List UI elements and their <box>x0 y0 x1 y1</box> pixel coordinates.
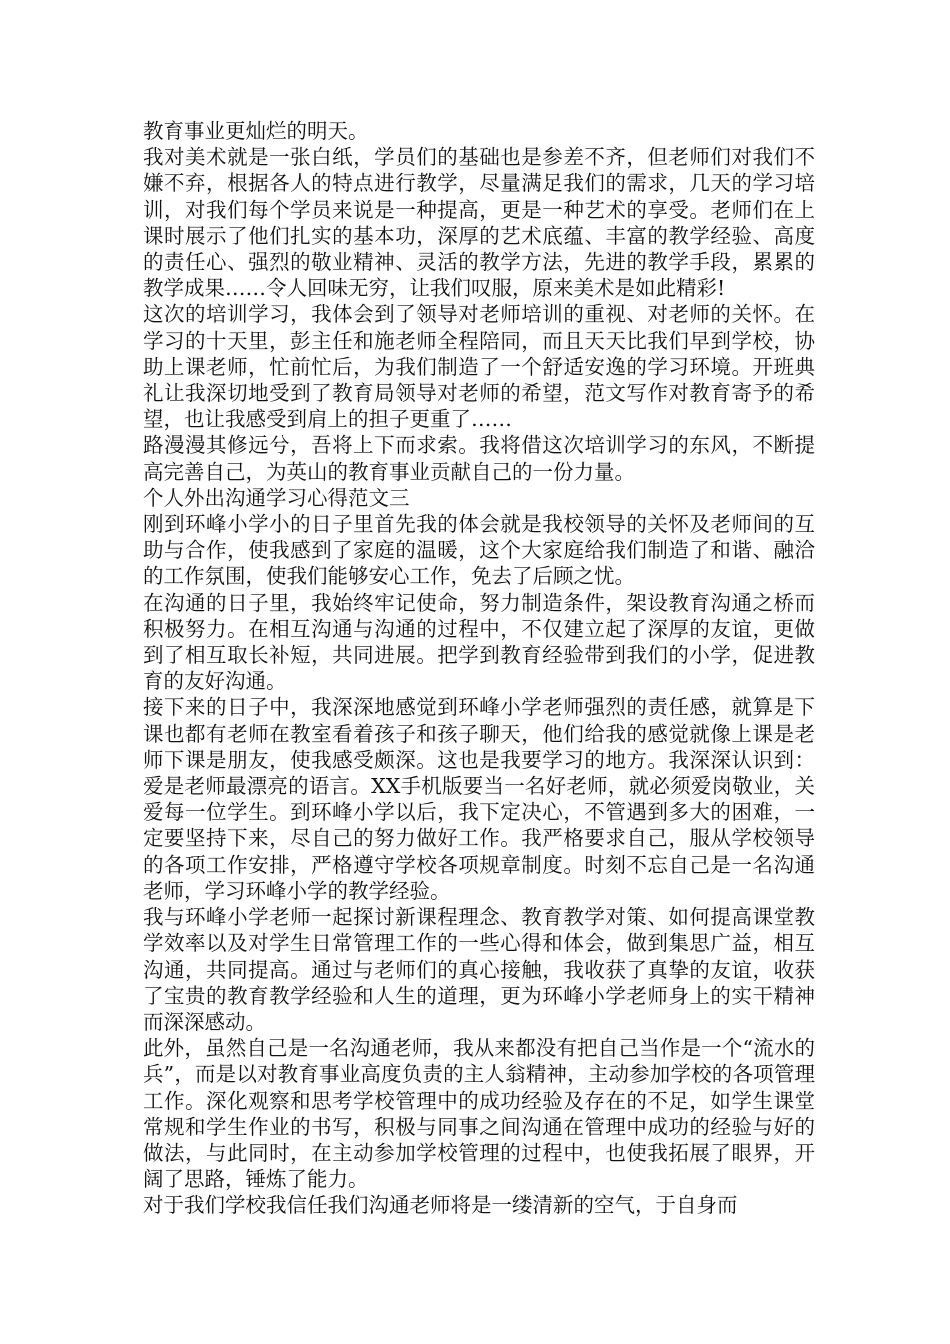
paragraph: 这次的培训学习，我体会到了领导对老师培训的重视、对老师的关怀。在学习的十天里，彭主任和施老师全程陪同，而且天天比我们早到学校，协助上课老师，忙前忙后，为我们制造了一个舒适安逸的学习环境。开班典礼让我深切地受到了教育局领导对老师的希望，范文写作对教育寄予的希望，也让我感受到肩上的担子更重了…… <box>143 302 815 432</box>
paragraph: 此外，虽然自己是一名沟通老师，我从来都没有把自己当作是一个“流水的兵”，而是以对教育事业高度负责的主人翁精神，主动参加学校的各项管理工作。深化观察和思考学校管理中的成功经验及存在的不足，如学生课堂常规和学生作业的书写，积极与同事之间沟通在管理中成功的经验与好的做法，与此同时，在主动参加学校管理的过程中，也使我拓展了眼界，开阔了思路，锤炼了能力。 <box>143 1036 815 1192</box>
paragraph: 路漫漫其修远兮，吾将上下而求索。我将借这次培训学习的东风，不断提高完善自己，为英山的教育事业贡献自己的一份力量。 <box>143 433 815 484</box>
paragraph: 在沟通的日子里，我始终牢记使命，努力制造条件，架设教育沟通之桥而积极努力。在相互沟通与沟通的过程中，不仅建立起了深厚的友谊，更做到了相互取长补短，共同进展。把学到教育经验带到我们的小学，促进教育的友好沟通。 <box>143 590 815 694</box>
paragraph: 我与环峰小学老师一起探讨新课程理念、教育教学对策、如何提高课堂教学效率以及对学生日常管理工作的一些心得和体会，做到集思广益，相互沟通，共同提高。通过与老师们的真心接触，我收获了真挚的友谊，收获了宝贵的教育教学经验和人生的道理，更为环峰小学老师身上的实干精神而深深感动。 <box>143 905 815 1034</box>
paragraph: 教育事业更灿烂的明天。 <box>143 119 369 143</box>
paragraph: 我对美术就是一张白纸，学员们的基础也是参差不齐，但老师们对我们不嫌不弃，根据各人的特点进行教学，尽量满足我们的需求，几天的学习培训，对我们每个学员来说是一种提高，更是一种艺术的享受。老师们在上课时展示了他们扎实的基本功，深厚的艺术底蕴、丰富的教学经验、高度的责任心、强烈的敬业精神、灵活的教学方法，先进的教学手段，累累的教学成果……令人回味无穷，让我们叹服，原来美术是如此精彩! <box>143 145 815 301</box>
paragraph: 接下来的日子中，我深深地感觉到环峰小学老师强烈的责任感，就算是下课也都有老师在教室看着孩子和孩子聊天，他们给我的感觉就像上课是老师下课是朋友，使我感受颇深。这也是我要学习的地方。我深深认识到：爱是老师最漂亮的语言。XX手机版要当一名好老师，就必须爱岗敬业，关爱每一位学生。到环峰小学以后，我下定决心，不管遇到多大的困难，一定要坚持下来，尽自己的努力做好工作。我严格要求自己，服从学校领导的各项工作安排，严格遵守学校各项规章制度。时刻不忘自己是一名沟通老师，学习环峰小学的教学经验。 <box>143 695 815 903</box>
document-body <box>143 118 815 1219</box>
paragraph: 刚到环峰小学小的日子里首先我的体会就是我校领导的关怀及老师间的互助与合作，使我感到了家庭的温暖，这个大家庭给我们制造了和谐、融洽的工作氛围，使我们能够安心工作，免去了后顾之忧。 <box>143 512 815 589</box>
section-heading: 个人外出沟通学习心得范文三 <box>143 485 410 510</box>
paragraph: 对于我们学校我信任我们沟通老师将是一缕清新的空气，于自身而 <box>143 1193 738 1218</box>
